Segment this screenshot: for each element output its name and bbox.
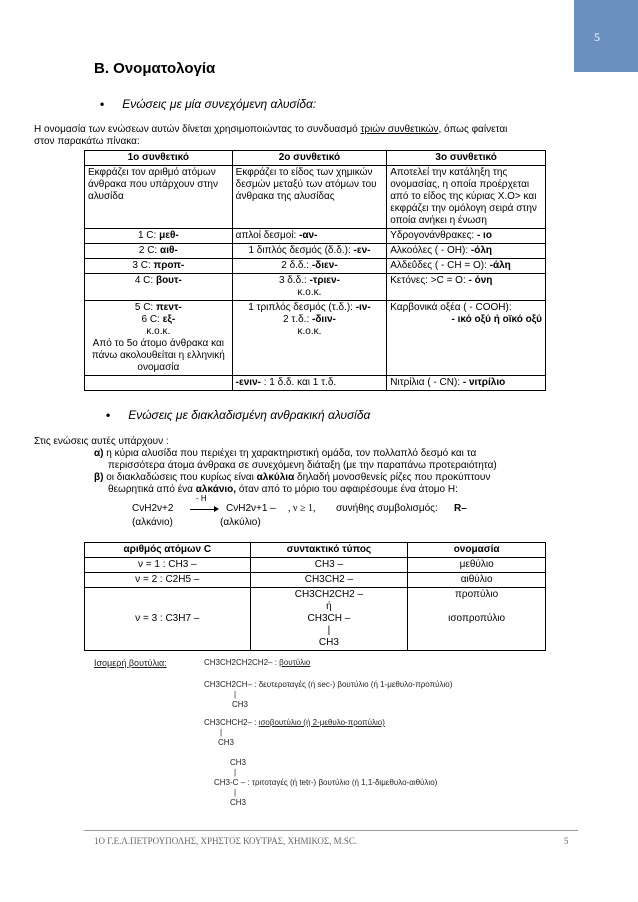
cell-text: απλοί δεσμοί: <box>235 230 300 241</box>
list-item-a <box>94 448 594 472</box>
header-carbon-count: αριθμός ατόμων C <box>85 543 251 558</box>
intro-paragraph <box>34 124 624 148</box>
nomenclature-table <box>84 150 546 391</box>
cell <box>85 229 233 244</box>
intro-text: Η ονομασία των ενώσεων αυτών δίνεται χρησιμοποιώντας το συνδυασμό <box>34 124 361 135</box>
isomer-formula: CH3CH2CH2CH2– : <box>204 658 277 667</box>
list-text: η κύρια αλυσίδα που περιέχει τη χαρακτηριστική ομάδα, τον πολλαπλό δεσμό και τα <box>103 448 477 459</box>
cell-etc: κ.ο.κ. <box>146 326 171 337</box>
bond-bar: | <box>234 768 237 777</box>
cell <box>387 244 546 259</box>
isomer-butyl <box>204 658 310 668</box>
table-row <box>85 588 546 651</box>
isomer-name: δευτεροταγές (ή sec-) βουτύλιο (ή 1-μεθυλο-προπύλιο) <box>258 680 453 689</box>
cell: αιθύλιο <box>408 573 546 588</box>
alkane-formula: CνH2ν+2 <box>132 503 174 514</box>
bond-bar: | <box>234 788 237 797</box>
cell <box>387 229 546 244</box>
cell-text: Υδρογονάνθρακες: <box>390 230 477 241</box>
cell-bold: - ικό οξύ ή οϊκό οξύ <box>451 314 542 325</box>
list-label: β) <box>94 472 104 483</box>
cell-text: 1 C: <box>137 230 160 241</box>
alkane-name: (αλκάνιο) <box>132 517 173 528</box>
heading-branched-chain <box>106 408 370 422</box>
cell-bold: -αν- <box>299 230 318 241</box>
cell-note: Από το 5ο άτομο άνθρακα και πάνω ακολουθείται η ελληνική ονομασία <box>91 338 225 373</box>
list-item-b <box>94 472 594 496</box>
bullet-icon: • <box>106 408 111 422</box>
table-row <box>85 244 546 259</box>
cell-bold: -ενιν- <box>235 377 261 388</box>
alkyl-formula-text: CνH2ν+1 – <box>226 503 276 514</box>
list-text: οι διακλαδώσεις που κυρίως είναι <box>103 472 257 483</box>
cell-text: 1 τριπλός δεσμός (τ.δ.): <box>248 302 356 313</box>
cell-bold: -τριεν- <box>309 275 340 286</box>
intro-line-2: στον παρακάτω πίνακα: <box>34 136 140 147</box>
cell: CH3 – <box>250 558 408 573</box>
cell: CH3CH2 – <box>250 573 408 588</box>
alkyl-name: (αλκύλιο) <box>220 517 261 528</box>
cell-text: 3 C: <box>132 260 154 271</box>
cell <box>232 301 387 376</box>
cell-text: Αλδεΰδες ( - CH = O): <box>390 260 490 271</box>
cell-text: Κετόνες: >C = O: <box>390 275 469 286</box>
methyl-sub: CH3 <box>318 637 339 648</box>
cell-bold: - ιο <box>476 230 492 241</box>
footer-text: 1Ο Γ.Ε.Λ.ΠΕΤΡΟΥΠΟΛΗΣ, ΧΡΗΣΤΟΣ ΚΟΥΤΡΑΣ, ΧΗΜΙΚΟΣ, M.SC. <box>94 836 358 846</box>
cell-bold: -ιν- <box>355 302 371 313</box>
isomers-label-text: Ισομερή βουτύλια: <box>94 658 167 668</box>
cell <box>232 244 387 259</box>
isomer-formula: CH3-C – <box>214 778 246 787</box>
list-bold: αλκάνιο, <box>195 484 237 495</box>
cell <box>387 259 546 274</box>
bond-bar: | <box>220 728 223 737</box>
isomer-formula: CH3CHCH2– : <box>204 718 257 727</box>
alkyl-table <box>84 542 546 651</box>
cell-bold: εξ- <box>162 314 176 325</box>
cell <box>232 376 387 391</box>
alkyl-formula <box>132 494 572 532</box>
intro-underlined-term: τριών συνθετικών <box>360 124 439 135</box>
cell-text: 2 δ.δ.: <box>281 260 312 271</box>
cell-bold: -όλη <box>470 245 492 256</box>
footer-page-number: 5 <box>564 836 569 846</box>
cell-text: 6 C: <box>141 314 163 325</box>
cell-bold: αιθ- <box>160 245 178 256</box>
heading-text: Ενώσεις με μία συνεχόμενη αλυσίδα: <box>122 97 317 111</box>
branch-intro: Στις ενώσεις αυτές υπάρχουν : <box>34 436 169 447</box>
cell: μεθύλιο <box>408 558 546 573</box>
cell-bold: - όνη <box>468 275 493 286</box>
cell-etc: κ.ο.κ. <box>297 326 322 337</box>
cell-bold: -άλη <box>489 260 511 271</box>
arrow-label: - H <box>196 494 207 503</box>
cell <box>387 301 546 376</box>
intro-text-suffix: , όπως φαίνεται <box>438 124 508 135</box>
arrow-icon <box>190 509 216 510</box>
isomer-isobutyl <box>204 718 385 748</box>
cell-text: Καρβονικά οξέα ( - COOH): <box>390 302 512 313</box>
cell <box>85 301 233 376</box>
methyl-top: CH3 <box>230 758 247 767</box>
cell <box>387 376 546 391</box>
table-row <box>85 259 546 274</box>
cell: ν = 2 : C2H5 – <box>85 573 251 588</box>
cell: ν = 3 : C3H7 – <box>85 588 251 651</box>
propyl-name: προπύλιο <box>455 589 499 600</box>
page-header-band <box>574 0 638 72</box>
cell-text: 1 διπλός δεσμός (δ.δ.): <box>248 245 354 256</box>
cell-bold: -διιν- <box>312 314 336 325</box>
cell <box>387 274 546 301</box>
cell <box>232 274 387 301</box>
propyl-formula: CH3CH2CH2 – <box>294 589 364 600</box>
cell-text: : 1 δ.δ. και 1 τ.δ. <box>260 377 337 388</box>
condition: , ν ≥ 1, <box>288 503 316 514</box>
list-text: θεωρητικά από ένα <box>108 484 196 495</box>
cell-bold: -διεν- <box>311 260 338 271</box>
isomers-label <box>94 658 167 668</box>
desc-1st: Εκφράζει τον αριθμό ατόμων άνθρακα που υπάρχουν στην αλυσίδα <box>85 166 233 229</box>
methyl-sub: CH3 <box>218 738 235 747</box>
symbol: R– <box>454 503 467 514</box>
isomer-tert-butyl <box>204 758 437 808</box>
header-2nd-component: 2ο συνθετικό <box>232 151 387 166</box>
table-row <box>85 558 546 573</box>
cell-bold: μεθ- <box>159 230 179 241</box>
section-title: B. Ονοματολογία <box>94 60 216 77</box>
cell-text: Νιτρίλια ( - CN): <box>390 377 463 388</box>
or-text: ή <box>326 601 332 612</box>
cell <box>250 588 408 651</box>
table-header-row <box>85 151 546 166</box>
header-1st-component: 1ο συνθετικό <box>85 151 233 166</box>
cell-bold: προπ- <box>153 260 185 271</box>
desc-3rd: Αποτελεί την κατάληξη της ονομασίας, η οποία προέρχεται από το είδος της κύριας Χ.Ο> και εκφράζει την ομόλογη σειρά στην οποία ανήκει η ένωση <box>387 166 546 229</box>
cell-text: 4 C: <box>134 275 156 286</box>
list-text: δηλαδή μονοσθενείς ρίζες που προκύπτουν <box>294 472 491 483</box>
list-bold: αλκύλια <box>256 472 295 483</box>
footer-divider <box>84 830 578 831</box>
bond-bar: | <box>234 690 237 699</box>
heading-text: Ενώσεις με διακλαδισμένη ανθρακική αλυσίδα <box>128 408 371 422</box>
list-text: όταν από το μόριο του αφαιρέσουμε ένα άτομο Η: <box>236 484 458 495</box>
cell-text: 3 δ.δ.: <box>278 275 310 286</box>
list-label: α) <box>94 448 104 459</box>
table-row <box>85 229 546 244</box>
cell <box>85 274 233 301</box>
cell <box>232 229 387 244</box>
header-3rd-component: 3ο συνθετικό <box>387 151 546 166</box>
cell-bold: -εν- <box>353 245 371 256</box>
cell-text: 2 C: <box>138 245 161 256</box>
header-page-number: 5 <box>594 30 600 44</box>
table-row <box>85 274 546 301</box>
bond-bar: | <box>327 625 331 636</box>
arrow-head-icon <box>214 506 219 512</box>
methyl-sub: CH3 <box>230 798 247 807</box>
table-row <box>85 301 546 376</box>
isomer-formula: CH3CH2CH– : <box>204 680 257 689</box>
cell-text: Αλκοόλες ( - ΟΗ): <box>390 245 471 256</box>
isomer-name: βουτύλιο <box>279 658 311 667</box>
cell: ν = 1 : CH3 – <box>85 558 251 573</box>
cell-bold: βουτ- <box>155 275 182 286</box>
cell-empty <box>85 376 233 391</box>
table-row <box>85 573 546 588</box>
header-name: ονομασία <box>408 543 546 558</box>
symbol-label: συνήθης συμβολισμός: <box>336 503 438 514</box>
cell <box>85 259 233 274</box>
list-text: περισσότερα άτομα άνθρακα σε συνεχόμενη διάταξη (με την παραπάνω προτεραιότητα) <box>108 460 497 471</box>
header-structural-formula: συντακτικό τύπος <box>250 543 408 558</box>
isomer-name: ισοβουτύλιο (ή 2-μεθυλο-προπύλιο) <box>258 718 385 727</box>
cell-bold: - νιτρίλιο <box>462 377 506 388</box>
isopropyl-formula: CH3CH – <box>307 613 351 624</box>
cell <box>232 259 387 274</box>
desc-2nd: Εκφράζει το είδος των χημικών δεσμών μεταξύ των ατόμων του άνθρακα της αλυσίδας <box>232 166 387 229</box>
isomer-name: : τριτοταγές (ή tetr-) βουτύλιο (ή 1,1-διμεθυλο-αιθύλιο) <box>247 778 438 787</box>
methyl-sub: CH3 <box>232 700 249 709</box>
cell <box>85 244 233 259</box>
cell-text: 5 C: <box>134 302 156 313</box>
cell <box>408 588 546 651</box>
cell-bold: πεντ- <box>156 302 182 313</box>
heading-continuous-chain <box>100 97 316 111</box>
bullet-icon: • <box>100 97 105 111</box>
cell-etc: κ.ο.κ. <box>297 287 322 298</box>
table-header-row <box>85 543 546 558</box>
isomer-sec-butyl <box>204 680 452 710</box>
cell-text: 2 τ.δ.: <box>283 314 313 325</box>
table-row <box>85 166 546 229</box>
table-row <box>85 376 546 391</box>
isopropyl-name: ισοπροπύλιο <box>448 613 506 624</box>
